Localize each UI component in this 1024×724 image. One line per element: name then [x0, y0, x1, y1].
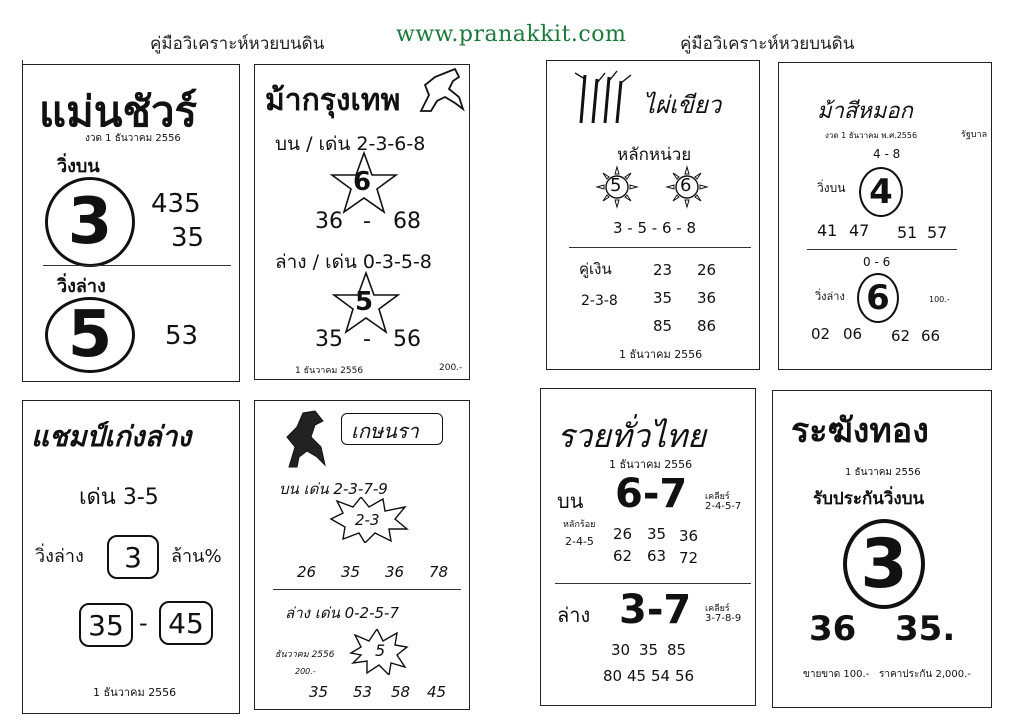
card-ruay	[540, 388, 756, 706]
grid-cell: 36	[697, 289, 717, 307]
top-num: 78	[429, 563, 449, 581]
grid-cell: 26	[697, 261, 717, 279]
bottom-run-label: วิ่งล่าง	[57, 276, 106, 297]
draw-date: 1 ธันวาคม 2556	[609, 458, 693, 471]
run-label: วิ่งล่าง	[35, 546, 84, 567]
divider	[43, 265, 231, 266]
top-clear-label: เคลียร์	[705, 492, 730, 502]
top-num: 36	[385, 563, 405, 581]
bottom-num: 35	[309, 683, 329, 701]
bottom-line: ล่าง / เด่น 0-3-5-8	[275, 251, 432, 273]
top-clear: 2-4-5-7	[705, 501, 742, 512]
bottom-num: 53	[165, 321, 199, 351]
top-row-num: 36	[679, 527, 699, 545]
divider	[807, 249, 957, 250]
bottom-num: 02	[811, 325, 831, 343]
hundreds-label: หลักร้อย	[563, 520, 596, 530]
bottom-num: 66	[921, 327, 941, 345]
box-num-1: 35	[79, 603, 133, 647]
bottom-pair-dash: -	[363, 327, 371, 352]
bottom-digit-circle: 6	[857, 273, 899, 323]
bottom-pair-b: 56	[393, 327, 421, 352]
card-title: แม่นชัวร์	[39, 87, 198, 136]
government-label: รัฐบาล	[961, 130, 988, 140]
box-num-2: 45	[159, 601, 213, 645]
den-line: เด่น 3-5	[79, 485, 159, 510]
top-row-num: 72	[679, 549, 699, 567]
bottom-row-num: 45	[627, 667, 647, 685]
digits-line: 3 - 5 - 6 - 8	[613, 219, 697, 237]
left-header-caption: คู่มือวิเคราะห์หวยบนดิน	[150, 34, 325, 54]
bottom-label: ล่าง	[557, 603, 591, 627]
sun-digit-2: 6	[680, 175, 692, 196]
price: 100.-	[929, 295, 950, 304]
card-title: เกษนรา	[351, 419, 419, 443]
bottom-row-num: 85	[667, 641, 687, 659]
run-digit-box: 3	[107, 535, 159, 579]
bottom-row-num: 80	[603, 667, 623, 685]
horse-icon	[415, 67, 469, 117]
card-rakhang	[772, 390, 992, 708]
big-digit-circle: 3	[843, 519, 925, 609]
bottom-digit-circle: 5	[45, 297, 135, 373]
top-num: 41	[817, 221, 838, 240]
top-num-1: 435	[151, 189, 201, 219]
top-pair-a: 36	[315, 209, 343, 234]
guarantee-price: ราคาประกัน 2,000.-	[879, 669, 971, 680]
top-pair-dash: -	[363, 209, 371, 234]
bottom-clear-label: เคลียร์	[705, 604, 730, 614]
burst-digit-top: 2-3	[355, 511, 380, 529]
card-ma-krungthep	[254, 64, 470, 380]
burst-digit-bottom: 5	[375, 641, 386, 660]
card-title: แชมป์เก่งล่าง	[31, 420, 192, 453]
bottom-num: 53	[353, 683, 373, 701]
draw-date: 1 ธันวาคม 2556	[295, 366, 364, 376]
top-row-num: 63	[647, 547, 667, 565]
bottom-row-num: 54	[651, 667, 671, 685]
top-line: บน เด่น 2-3-7-9	[279, 480, 388, 498]
top-num: 47	[849, 221, 870, 240]
top-num: 51	[897, 223, 918, 242]
top-num-2: 35	[171, 223, 205, 253]
pair-digits: 2-3-8	[581, 293, 618, 309]
top-num: 35	[341, 563, 361, 581]
top-run-label: วิ่งบน	[57, 156, 100, 177]
draw-date: งวด 1 ธันวาคม 2556	[85, 133, 181, 144]
subtitle: หลักหน่วย	[617, 145, 692, 165]
box-dash: -	[139, 609, 148, 637]
card-phai-khiao	[546, 60, 760, 370]
card-title: รวยทั่วไทย	[557, 417, 706, 455]
card-maen-sure	[22, 64, 240, 382]
bottom-num: 62	[891, 327, 911, 345]
card-title: ไผ่เขียว	[643, 91, 722, 119]
price: 200.-	[295, 667, 316, 676]
grid-cell: 35	[653, 289, 673, 307]
divider	[555, 583, 751, 584]
top-pair: 4 - 8	[873, 147, 901, 161]
sun-digit-1: 5	[610, 175, 622, 196]
subtitle: รับประกันวิ่งบน	[813, 489, 925, 509]
card-ma-sihmok	[778, 62, 992, 370]
card-kesonrak	[254, 400, 470, 710]
divider	[569, 247, 751, 248]
bottom-row-num: 30	[611, 641, 631, 659]
top-big: 6-7	[615, 471, 688, 517]
card-title: ม้ากรุงเทพ	[265, 83, 401, 118]
star-digit-top: 6	[353, 167, 372, 197]
card-champ	[22, 400, 240, 714]
top-num: 26	[297, 563, 317, 581]
num: 36	[809, 609, 857, 649]
million-label: ล้าน%	[171, 546, 222, 567]
num: 35.	[895, 609, 956, 649]
bottom-big: 3-7	[619, 587, 692, 633]
draw-date: 1 ธันวาคม 2556	[845, 467, 921, 478]
retail-price: ขายขาด 100.-	[803, 669, 870, 680]
bottom-num: 06	[843, 325, 863, 343]
top-digit-circle: 4	[859, 167, 903, 217]
price: 200.-	[439, 363, 463, 373]
bottom-num: 58	[391, 683, 411, 701]
bottom-line: ล่าง เด่น 0-2-5-7	[285, 604, 400, 622]
draw-date: 1 ธันวาคม 2556	[619, 348, 703, 361]
bottom-clear: 3-7-8-9	[705, 613, 742, 624]
horse-icon	[279, 407, 331, 471]
bottom-run-label: วิ่งล่าง	[815, 290, 845, 303]
grid-cell: 23	[653, 261, 673, 279]
pair-label: คู่เงิน	[579, 260, 612, 278]
card-title: ระฆังทอง	[791, 411, 929, 451]
top-row-num: 62	[613, 547, 633, 565]
bottom-row-num: 56	[675, 667, 695, 685]
bottom-num: 45	[427, 683, 447, 701]
hundreds: 2-4-5	[565, 535, 594, 548]
bamboo-icon	[571, 69, 641, 125]
right-header-caption: คู่มือวิเคราะห์หวยบนดิน	[680, 34, 855, 54]
top-line: บน / เด่น 2-3-6-8	[275, 133, 426, 155]
top-num: 57	[927, 223, 948, 242]
top-pair-b: 68	[393, 209, 421, 234]
top-digit-circle: 3	[45, 177, 135, 267]
bottom-row-num: 35	[639, 641, 659, 659]
top-label: บน	[557, 489, 584, 513]
top-row-num: 26	[613, 525, 633, 543]
bottom-pair: 0 - 6	[863, 255, 891, 269]
star-digit-bottom: 5	[355, 287, 374, 317]
draw-date: งวด 1 ธันวาคม พ.ศ.2556	[825, 131, 918, 140]
site-url[interactable]: www.pranakkit.com	[396, 22, 627, 47]
grid-cell: 85	[653, 317, 673, 335]
top-run-label: วิ่งบน	[817, 181, 846, 195]
draw-date: 1 ธันวาคม 2556	[93, 686, 177, 699]
draw-date: ธันวาคม 2556	[275, 650, 335, 660]
card-title: ม้าสีหมอก	[817, 99, 913, 124]
bottom-pair-a: 35	[315, 327, 343, 352]
top-row-num: 35	[647, 525, 667, 543]
divider	[273, 589, 461, 590]
grid-cell: 86	[697, 317, 717, 335]
